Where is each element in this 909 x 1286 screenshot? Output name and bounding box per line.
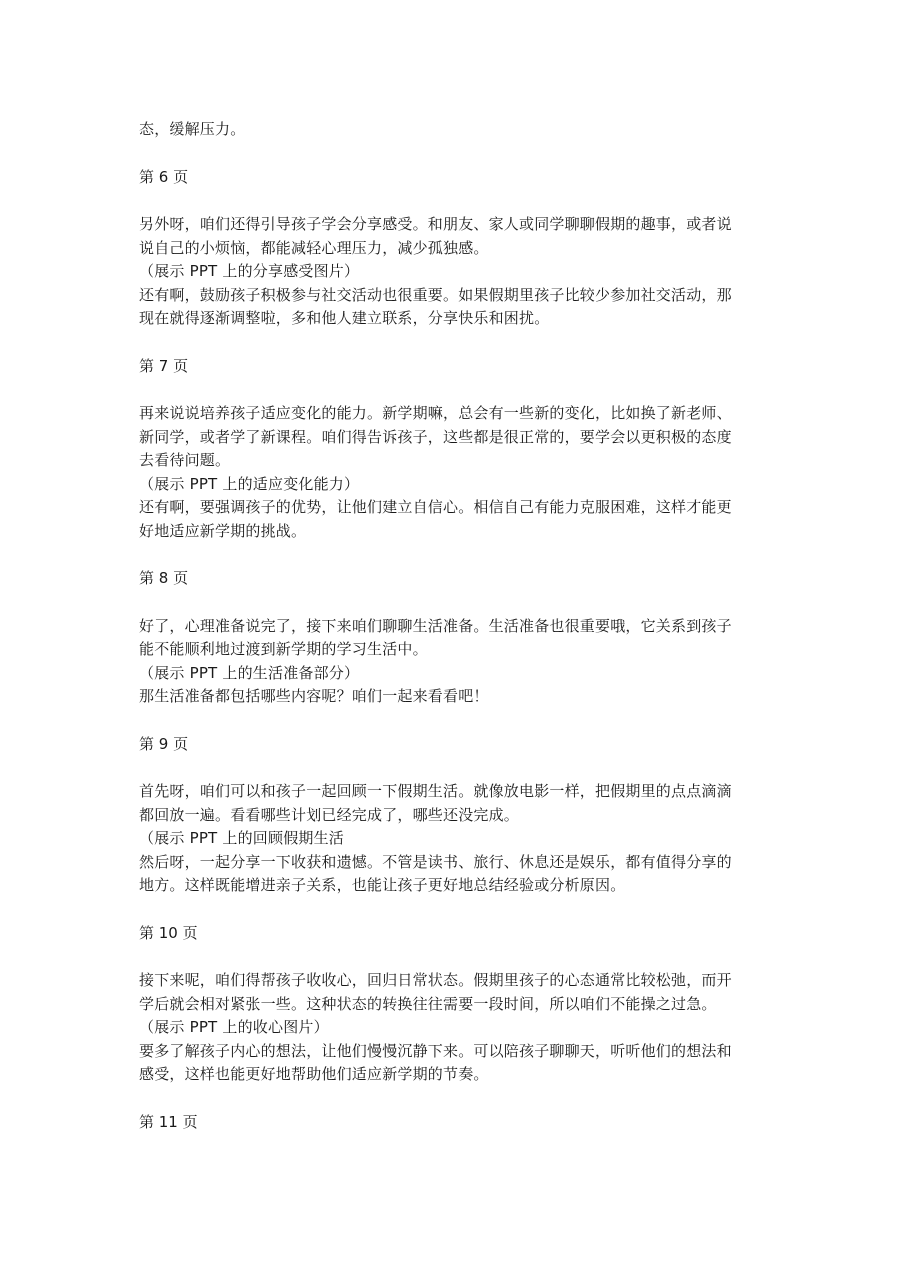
ppt-note: （展示 PPT 上的适应变化能力） — [139, 474, 360, 493]
paragraph-line: 态，缓解压力。 — [139, 120, 246, 138]
ppt-note: （展示 PPT 上的收心图片） — [139, 1018, 329, 1036]
paragraph-line: 再来说说培养孩子适应变化的能力。新学期嘛，总会有一些新的变化，比如换了新老师、 — [139, 404, 732, 422]
paragraph-line: 学后就会相对紧张一些。这种状态的转换往往需要一段时间，所以咱们不能操之过急。 — [139, 994, 717, 1013]
paragraph-line: 另外呀，咱们还得引导孩子学会分享感受。和朋友、家人或同学聊聊假期的趣事，或者说 — [139, 215, 732, 233]
paragraph-line: 还有啊，鼓励孩子积极参与社交活动也很重要。如果假期里孩子比较少参加社交活动，那 — [139, 285, 732, 304]
page-heading: 第 9 页 — [139, 734, 189, 753]
paragraph-line: 地方。这样既能增进亲子关系，也能让孩子更好地总结经验或分析原因。 — [139, 876, 626, 894]
paragraph-line: 要多了解孩子内心的想法，让他们慢慢沉静下来。可以陪孩子聊聊天，听听他们的想法和 — [139, 1041, 732, 1060]
document-page — [139, 118, 773, 1134]
paragraph-line: 说自己的小烦恼，都能减轻心理压力，减少孤独感。 — [139, 238, 489, 257]
paragraph-line: 新同学，或者学了新课程。咱们得告诉孩子，这些都是很正常的，要学会以更积极的态度 — [139, 427, 732, 446]
ppt-note: （展示 PPT 上的回顾假期生活 — [139, 829, 344, 847]
paragraph-line: 好了，心理准备说完了，接下来咱们聊聊生活准备。生活准备也很重要哦，它关系到孩子 — [139, 616, 732, 635]
paragraph-line: 好地适应新学期的挑战。 — [139, 521, 307, 540]
paragraph-line: 感受，这样也能更好地帮助他们适应新学期的节奏。 — [139, 1065, 489, 1083]
paragraph-line: 都回放一遍。看看哪些计划已经完成了，哪些还没完成。 — [139, 805, 520, 824]
page-heading: 第 6 页 — [139, 167, 189, 186]
paragraph-line: 去看待问题。 — [139, 451, 231, 469]
page-heading: 第 7 页 — [139, 356, 189, 375]
page-heading: 第 8 页 — [139, 569, 189, 587]
paragraph-line: 现在就得逐渐调整啦，多和他人建立联系，分享快乐和困扰。 — [139, 309, 550, 327]
ppt-note: （展示 PPT 上的生活准备部分） — [139, 663, 360, 682]
paragraph-line: 首先呀，咱们可以和孩子一起回顾一下假期生活。就像放电影一样，把假期里的点点滴滴 — [139, 782, 732, 800]
paragraph-line: 那生活准备都包括哪些内容呢？咱们一起来看看吧！ — [139, 687, 489, 705]
page-heading: 第 10 页 — [139, 923, 198, 942]
paragraph-line: 还有啊，要强调孩子的优势，让他们建立自信心。相信自己有能力克服困难，这样才能更 — [139, 498, 732, 516]
paragraph-line: 然后呀，一起分享一下收获和遗憾。不管是读书、旅行、休息还是娱乐，都有值得分享的 — [139, 852, 732, 871]
paragraph-line: 能不能顺利地过渡到新学期的学习生活中。 — [139, 640, 428, 658]
page-heading: 第 11 页 — [139, 1112, 198, 1131]
paragraph-line: 接下来呢，咱们得帮孩子收收心，回归日常状态。假期里孩子的心态通常比较松弛，而开 — [139, 971, 732, 989]
ppt-note: （展示 PPT 上的分享感受图片） — [139, 262, 360, 280]
